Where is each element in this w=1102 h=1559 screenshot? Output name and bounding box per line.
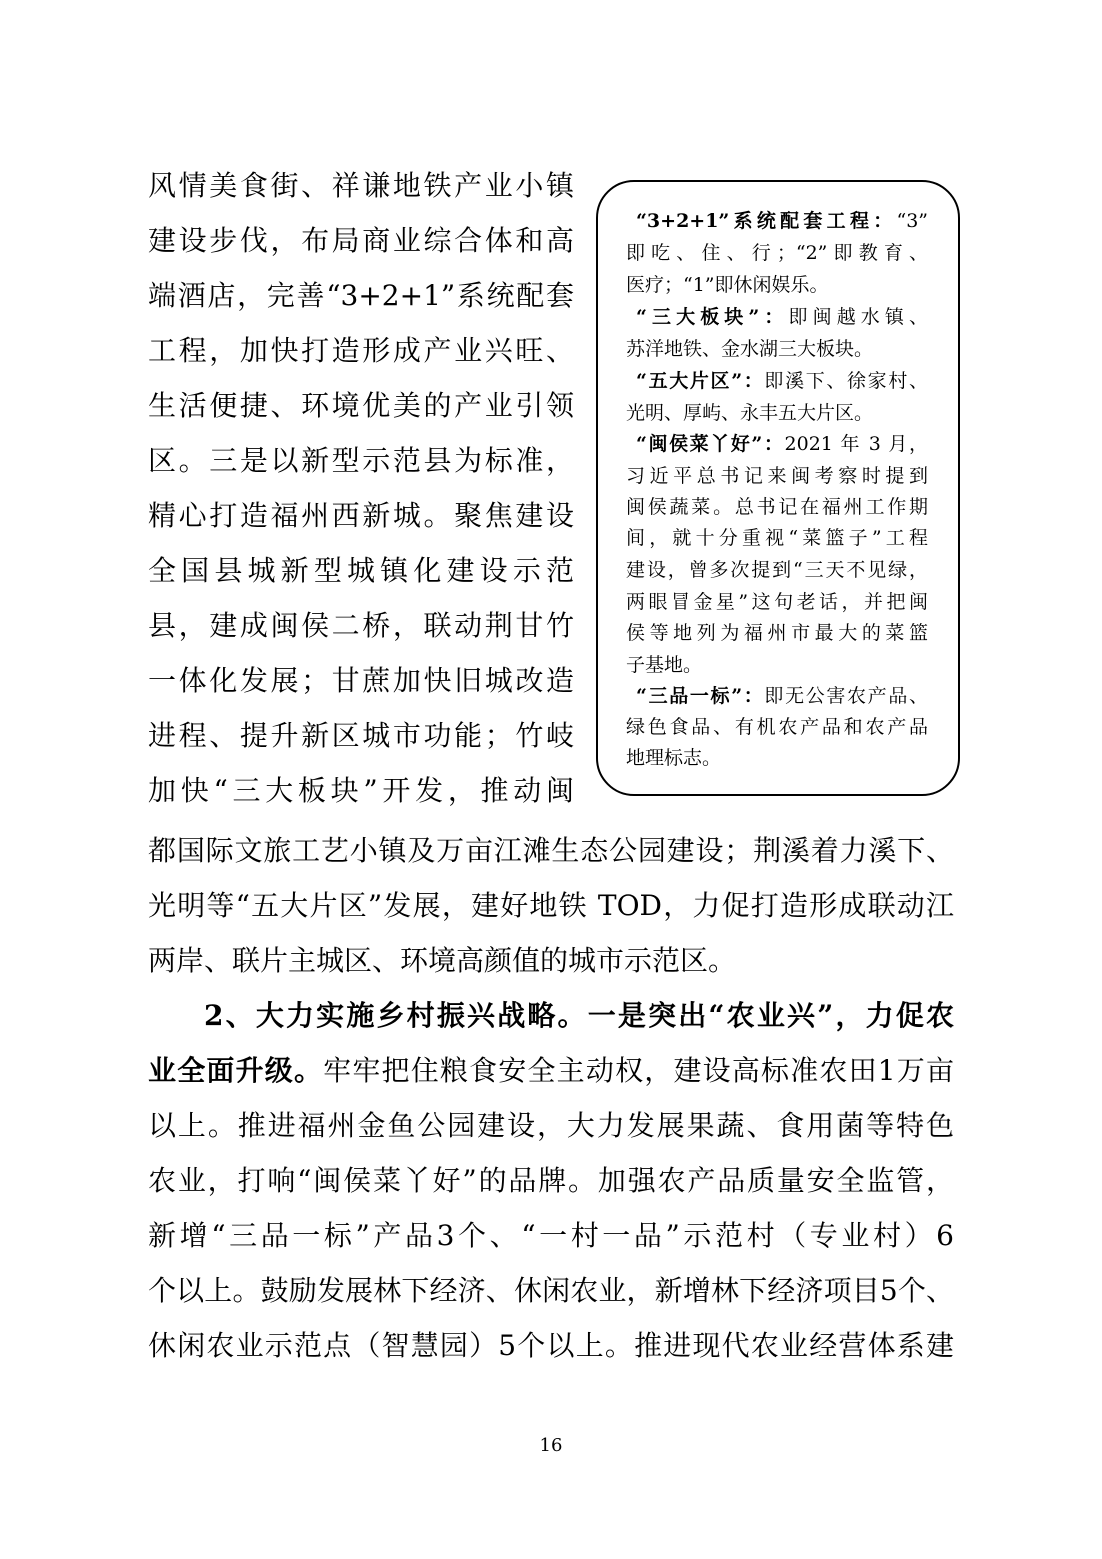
sidebar-entry-line: 苏洋地铁、金水湖三大板块。 [626, 338, 874, 360]
body-line [148, 1054, 954, 1087]
body-line: 光明等“五大片区”发展，建好地铁 TOD，力促打造形成联动江 [148, 889, 954, 922]
body-line: 都国际文旅工艺小镇及万亩江滩生态公园建设；荆溪着力溪下、 [148, 834, 954, 867]
sidebar-term: “3+2+1”系统配套工程： [636, 210, 897, 232]
sidebar-text: 2021 年 3 月， [784, 433, 929, 455]
sidebar-entry-line: 闽侯蔬菜。总书记在福州工作期 [626, 496, 928, 518]
body-line: 加快“三大板块”开发，推动闽 [148, 774, 574, 807]
body-line: 精心打造福州西新城。聚焦建设 [148, 499, 574, 532]
sidebar-entry-line: 医疗；“1”即休闲娱乐。 [626, 274, 829, 296]
sidebar-entry-line [636, 434, 928, 454]
sidebar-term: “三品一标”： [636, 685, 765, 707]
body-line: 个以上。鼓励发展林下经济、休闲农业，新增林下经济项目5个、 [148, 1274, 954, 1307]
body-line: 休闲农业示范点（智慧园）5个以上。推进现代农业经营体系建 [148, 1329, 954, 1362]
body-line: 农业，打响“闽侯菜丫好”的品牌。加强农产品质量安全监管， [148, 1164, 954, 1197]
body-line: 县，建成闽侯二桥，联动荆甘竹 [148, 609, 574, 642]
body-line: 一体化发展；甘蔗加快旧城改造 [148, 664, 574, 697]
sidebar-entry-line: 地理标志。 [626, 747, 722, 769]
sidebar-text: 即无公害农产品、 [764, 685, 928, 707]
sidebar-entry-line: 光明、厚屿、永丰五大片区。 [626, 402, 874, 424]
body-line: 生活便捷、环境优美的产业引领 [148, 389, 574, 422]
sidebar-entry-line: 子基地。 [626, 654, 703, 676]
body-line: 工程，加快打造形成产业兴旺、 [148, 334, 574, 367]
sidebar-term: “三大板块”： [636, 306, 789, 328]
sidebar-text: “3” [896, 210, 928, 232]
page-number: 16 [539, 1435, 563, 1456]
sidebar-term: “闽侯菜丫好”： [636, 433, 785, 455]
sidebar-text: 即溪下、徐家村、 [764, 370, 928, 392]
body-line: 以上。推进福州金鱼公园建设，大力发展果蔬、食用菌等特色 [148, 1109, 954, 1142]
sidebar-entry-line: 建设，曾多次提到“三天不见绿， [626, 559, 928, 581]
sidebar-text: 即闽越水镇、 [788, 306, 928, 328]
sidebar-entry-line: 间，就十分重视“菜篮子”工程 [626, 527, 928, 549]
sidebar-entry-line: 习近平总书记来闽考察时提到 [626, 465, 928, 487]
body-line: 新增“三品一标”产品3个、“一村一品”示范村（专业村）6 [148, 1219, 954, 1252]
sidebar-entry-line [636, 211, 928, 231]
sidebar-term: “五大片区”： [636, 370, 765, 392]
body-text: 牢牢把住粮食安全主动权，建设高标准农田1万亩 [323, 1054, 954, 1087]
body-line: 全国县城新型城镇化建设示范 [148, 554, 574, 587]
sidebar-entry-line [636, 371, 928, 391]
body-line: 建设步伐，布局商业综合体和高 [148, 224, 574, 257]
body-line: 进程、提升新区城市功能；竹岐 [148, 719, 574, 752]
sidebar-entry-line [636, 307, 928, 327]
sidebar-entry-line: 侯等地列为福州市最大的菜篮 [626, 622, 928, 644]
section-heading-cont: 业全面升级。 [148, 1054, 324, 1087]
sidebar-entry-line: 绿色食品、有机农产品和农产品 [626, 716, 928, 738]
sidebar-entry-line [636, 686, 928, 706]
body-line: 区。三是以新型示范县为标准， [148, 444, 574, 477]
body-line: 两岸、联片主城区、环境高颜值的城市示范区。 [148, 944, 737, 977]
body-line: 端酒店，完善“3+2+1”系统配套 [148, 279, 574, 312]
sidebar-entry-line: 两眼冒金星”这句老话，并把闽 [626, 591, 928, 613]
section-heading: 2、大力实施乡村振兴战略。一是突出“农业兴”，力促农 [204, 999, 954, 1032]
sidebar-entry-line: 即吃、住、行；“2”即教育、 [626, 242, 928, 264]
body-line: 风情美食街、祥谦地铁产业小镇 [148, 169, 574, 202]
